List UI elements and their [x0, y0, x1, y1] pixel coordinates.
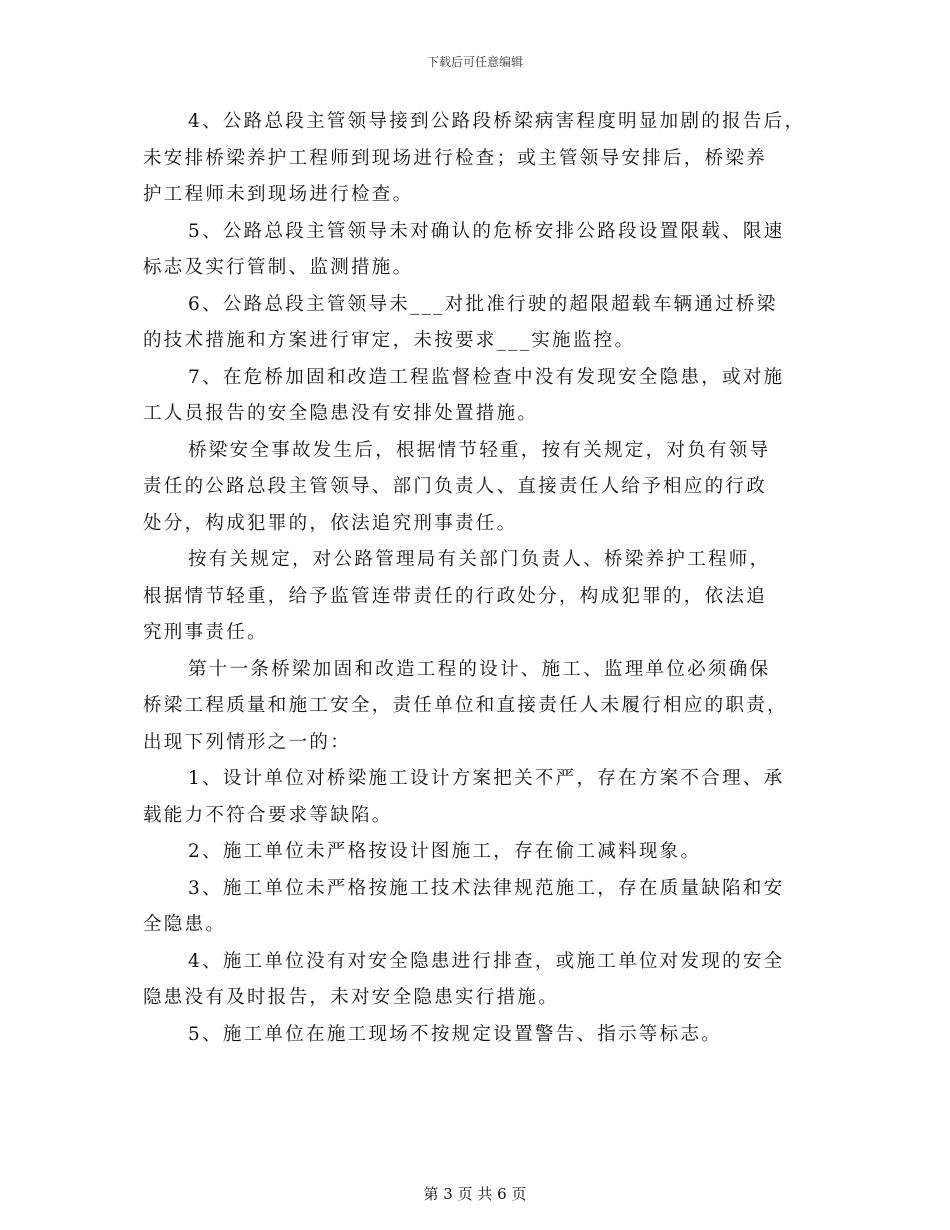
paragraph-line: 5、公路总段主管领导未对确认的危桥安排公路段设置限载、限速 — [188, 220, 785, 242]
paragraph-line: 6、公路总段主管领导未___对批准行驶的超限超载车辆通过桥梁 — [188, 293, 778, 315]
paragraph — [143, 871, 818, 944]
paragraph-line: 桥梁工程质量和施工安全，责任单位和直接责任人未履行相应的职责， — [143, 695, 788, 716]
paragraph-line: 未安排桥梁养护工程师到现场进行检查；或主管领导安排后，桥梁养 — [143, 147, 768, 169]
paragraph — [143, 834, 818, 871]
paragraph — [143, 104, 818, 214]
paragraph-line: 4、公路总段主管领导接到公路段桥梁病害程度明显加剧的报告后， — [188, 111, 806, 132]
page-footer: 第 3 页 共 6 页 — [423, 1185, 527, 1203]
paragraph-line: 桥梁安全事故发生后，根据情节轻重，按有关规定，对负有领导 — [188, 439, 771, 461]
paragraph-line: 的技术措施和方案进行审定，未按要求___实施监控。 — [143, 330, 636, 351]
paragraph-line: 1、设计单位对桥梁施工设计方案把关不严，存在方案不合理、承 — [188, 768, 785, 789]
paragraph-line: 4、施工单位没有对安全隐患进行排查，或施工单位对发现的安全 — [188, 950, 785, 972]
paragraph-line: 究刑事责任。 — [143, 622, 268, 643]
paragraph-line: 第十一条桥梁加固和改造工程的设计、施工、监理单位必须确保 — [188, 658, 771, 680]
paragraph — [143, 214, 818, 287]
paragraph — [143, 433, 818, 543]
paragraph-line: 出现下列情形之一的： — [143, 731, 352, 753]
paragraph-line: 根据情节轻重，给予监管连带责任的行政处分，构成犯罪的，依法追 — [143, 585, 768, 607]
paragraph — [143, 1017, 818, 1054]
paragraph-line: 按有关规定，对公路管理局有关部门负责人、桥梁养护工程师， — [188, 549, 771, 570]
paragraph — [143, 287, 818, 360]
paragraph-line: 5、施工单位在施工现场不按规定设置警告、指示等标志。 — [188, 1023, 723, 1045]
paragraph — [143, 360, 818, 433]
paragraph — [143, 944, 818, 1017]
paragraph-line: 隐患没有及时报告，未对安全隐患实行措施。 — [143, 987, 560, 1008]
paragraph-line: 全隐患。 — [143, 914, 227, 935]
document-body — [143, 104, 818, 1053]
paragraph-line: 标志及实行管制、监测措施。 — [143, 257, 414, 278]
page-header: 下载后可任意编辑 — [426, 55, 523, 69]
paragraph — [143, 761, 818, 834]
paragraph-line: 处分，构成犯罪的，依法追究刑事责任。 — [143, 512, 518, 534]
paragraph-line: 2、施工单位未严格按设计图施工，存在偷工减料现象。 — [188, 841, 702, 862]
paragraph-line: 7、在危桥加固和改造工程监督检查中没有发现安全隐患，或对施 — [188, 366, 785, 388]
paragraph — [143, 652, 818, 762]
paragraph-line: 3、施工单位未严格按施工技术法律规范施工，存在质量缺陷和安 — [188, 877, 785, 899]
paragraph-line: 责任的公路总段主管领导、部门负责人、直接责任人给予相应的行政 — [143, 476, 768, 497]
paragraph-line: 载能力不符合要求等缺陷。 — [143, 804, 393, 826]
paragraph-line: 工人员报告的安全隐患没有安排处置措施。 — [143, 403, 539, 424]
paragraph-line: 护工程师未到现场进行检查。 — [143, 184, 414, 205]
paragraph — [143, 542, 818, 652]
